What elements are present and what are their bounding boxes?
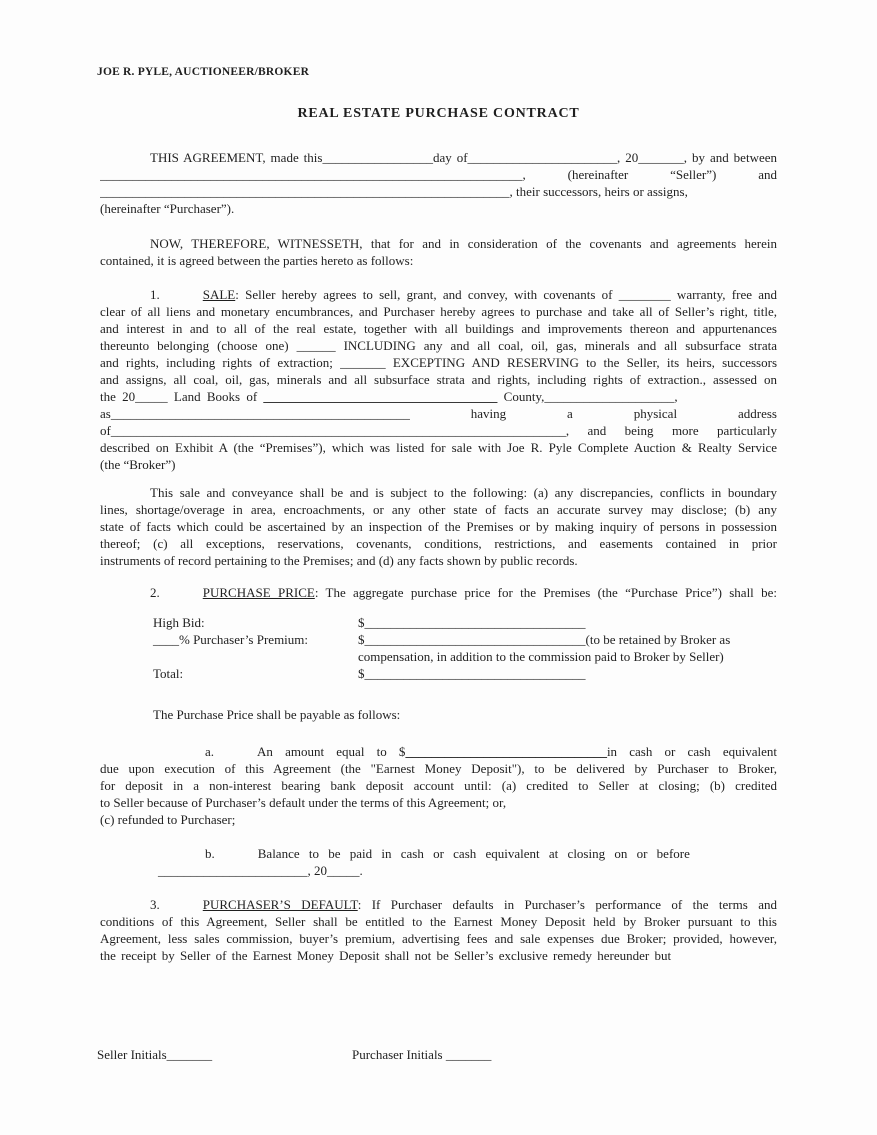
sale-line-9: of______________________________________________________________________, and being more particularly	[100, 423, 777, 438]
purchaser-name-blank: _______________________________________________________________, their successors, heirs or assigns,	[100, 184, 688, 199]
intro-line-1	[100, 149, 777, 166]
section-2-number: 2.	[150, 585, 160, 600]
sale-line-1-text: : Seller hereby agrees to sell, grant, and convey, with covenants of ________ warranty, free and	[235, 287, 777, 302]
intro-line-2	[100, 166, 777, 183]
item-a-line-1: a. An amount equal to $_______________________________in cash or cash equivalent	[205, 744, 777, 759]
sale-line-10: described on Exhibit A (the “Premises”), which was listed for sale with Joe R. Pyle Complete Auction & Realty Service	[100, 440, 777, 455]
item-b-line-1: b. Balance to be paid in cash or cash equivalent at closing on or before	[205, 846, 690, 861]
land-books-year: the 20_____ Land Books of	[100, 389, 264, 404]
section-1-heading: SALE	[202, 287, 236, 302]
section-3-number: 3.	[150, 897, 160, 912]
closing-date-blank: _______________________, 20_____.	[158, 863, 363, 878]
witnesseth-line-1	[100, 235, 777, 252]
item-b	[100, 845, 777, 879]
default-line-2: conditions of this Agreement, Seller shall be entitled to the Earnest Money Deposit held by Broker pursuant to this	[100, 914, 777, 929]
item-a-letter: a.	[205, 744, 215, 759]
witnesseth-line-2-text: contained, it is agreed between the parties hereto as follows:	[100, 253, 414, 268]
item-b-line-2	[100, 862, 777, 879]
county-blank: County,____________________,	[497, 389, 678, 404]
premium-note: compensation, in addition to the commission paid to Broker by Seller)	[358, 649, 724, 664]
sale-line-3: and interest in and to all of the real estate, together with all buildings and improvements thereon and appurtenances	[100, 321, 777, 336]
section-1-sale	[100, 286, 777, 473]
item-a-line-2: due upon execution of this Agreement (the "Earnest Money Deposit"), to be delivered by Purchaser to Broker,	[100, 761, 777, 776]
intro-paragraph	[100, 149, 777, 217]
initials-footer	[97, 1046, 777, 1064]
premium-label: ____% Purchaser’s Premium:	[153, 632, 309, 647]
purchaser-initials-blank: Purchaser Initials _______	[352, 1047, 492, 1062]
total-blank: $__________________________________	[358, 666, 586, 681]
purchase-price-line-1	[100, 584, 777, 601]
conveyance-line-1: This sale and conveyance shall be and is subject to the following: (a) any discrepancies, conflicts in boundary	[150, 485, 777, 500]
witnesseth-paragraph	[100, 235, 777, 269]
section-1-number: 1.	[150, 287, 160, 302]
sale-line-11: (the “Broker”)	[100, 457, 176, 472]
section-2-heading: PURCHASE PRICE	[202, 585, 315, 600]
total-row	[100, 665, 777, 682]
high-bid-row	[100, 614, 777, 631]
seller-name-blank: _________________________________________________________________,	[100, 167, 526, 182]
intro-seller-label: “Seller”)	[670, 167, 717, 182]
premium-blank: $__________________________________(to be retained by Broker as	[358, 632, 731, 647]
earnest-money-blank: _______________________________	[405, 744, 607, 759]
conveyance-paragraph	[100, 484, 777, 569]
sale-line-7	[100, 388, 777, 405]
total-label: Total:	[153, 666, 184, 681]
witnesseth-line-2	[100, 252, 777, 269]
default-line-4: the receipt by Seller of the Earnest Money Deposit shall not be Seller’s exclusive remedy hereunder but	[100, 948, 672, 963]
payable-line: The Purchase Price shall be payable as follows:	[153, 707, 401, 722]
intro-hereinafter: (hereinafter	[567, 167, 629, 182]
assessed-as-blank: as______________________________________________	[100, 406, 410, 421]
high-bid-blank: $__________________________________	[358, 615, 586, 630]
item-a-line-3: for deposit in a non-interest bearing bank deposit account until: (a) credited to Seller at closing; (b) credited	[100, 778, 777, 793]
witnesseth-line-1-text: NOW, THEREFORE, WITNESSETH, that for and in consideration of the covenants and agreements herein	[150, 236, 777, 251]
default-line-3: Agreement, less sales commission, buyer’s premium, advertising fees and sale expenses due Broker; provided, however,	[100, 931, 777, 946]
section-2-purchase-price	[100, 584, 777, 601]
conveyance-line-2: lines, shortage/overage in area, encroachments, or any other state of facts an accurate survey may disclose; (b) any	[100, 502, 777, 517]
sale-line-4: thereunto belonging (choose one) ______ INCLUDING any and all coal, oil, gas, minerals and all subsurface strata	[100, 338, 777, 353]
conveyance-line-4: thereof; (c) all exceptions, reservations, covenants, conditions, restrictions, and easements contained in prior	[100, 536, 777, 551]
price-table	[100, 614, 777, 682]
land-books-blank: ____________________________________	[263, 389, 498, 404]
section-3-purchasers-default	[100, 896, 777, 964]
premium-note-row	[100, 648, 777, 665]
sale-line-8: as______________________________________________ having a physical address	[100, 406, 777, 421]
premium-row	[100, 631, 777, 648]
item-a-line-4: to Seller because of Purchaser’s default under the terms of this Agreement; or,	[100, 795, 507, 810]
intro-purchaser-label: (hereinafter “Purchaser”).	[100, 201, 235, 216]
purchase-price-line-1-text: : The aggregate purchase price for the Premises (the “Purchase Price”) shall be:	[314, 585, 777, 600]
item-a	[100, 743, 777, 828]
item-b-letter: b.	[205, 846, 215, 861]
sale-line-2: clear of all liens and monetary encumbrances, and Purchaser hereby agrees to purchase and take all of Seller’s right, title,	[100, 304, 777, 319]
payable-paragraph	[100, 706, 777, 723]
sale-line-6: and assigns, all coal, oil, gas, minerals and all subsurface strata and rights, including rights of extraction., assessed on	[100, 372, 777, 387]
section-3-heading: PURCHASER’S DEFAULT	[202, 897, 358, 912]
intro-line-3	[100, 183, 777, 200]
conveyance-line-5: instruments of record pertaining to the Premises; and (d) any facts shown by public records.	[100, 553, 578, 568]
broker-header: JOE R. PYLE, AUCTIONEER/BROKER	[97, 66, 310, 78]
item-a-line-5: (c) refunded to Purchaser;	[100, 812, 236, 827]
intro-line-1-text: THIS AGREEMENT, made this_________________day of_______________________, 20_______, by and between	[150, 150, 777, 165]
default-line-1: 3. PURCHASER’S DEFAULT: If Purchaser defaults in Purchaser’s performance of the terms and	[150, 897, 777, 912]
conveyance-line-3: state of facts which could be ascertained by an inspection of the Premises or by making inquiry of persons in possession	[100, 519, 777, 534]
high-bid-label: High Bid:	[153, 615, 205, 630]
document-title: REAL ESTATE PURCHASE CONTRACT	[297, 106, 580, 121]
seller-initials-blank: Seller Initials_______	[97, 1047, 213, 1062]
intro-and: and	[758, 167, 777, 182]
intro-line-4	[100, 200, 777, 217]
sale-line-5: and rights, including rights of extraction; _______ EXCEPTING AND RESERVING to the Seller, its heirs, successors	[100, 355, 777, 370]
address-blank: of______________________________________________________________________,	[100, 423, 570, 438]
sale-line-1	[100, 286, 777, 303]
